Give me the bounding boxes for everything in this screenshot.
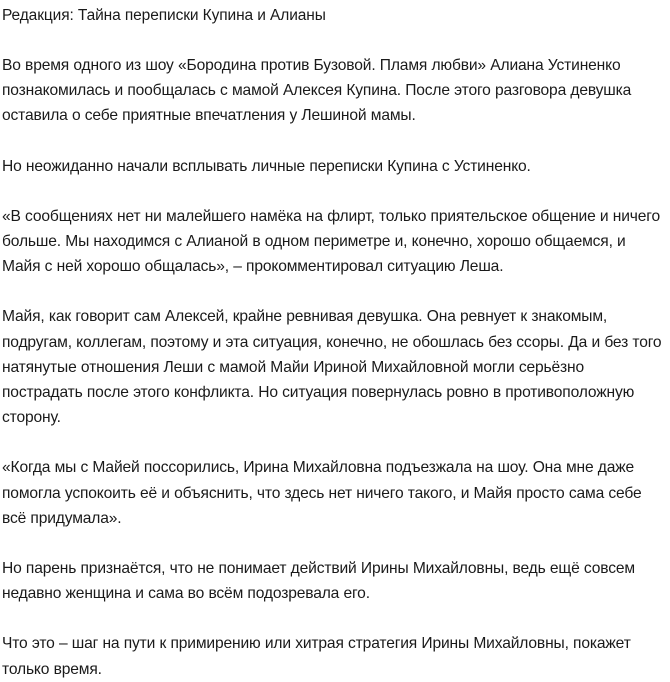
article-paragraph-7: Что это – шаг на пути к примирению или хитрая стратегия Ирины Михайловны, покажет только время. — [2, 635, 631, 678]
article-body — [2, 53, 662, 682]
paragraph-block — [2, 304, 662, 430]
article-paragraph-1: Во время одного из шоу «Бородина против Бузовой. Пламя любви» Алиана Устиненко познакомилась и пообщалась с мамой Алексея Купина. После этого разговора девушка оставила о себе приятные впечатления у Лешиной мамы. — [2, 57, 632, 125]
paragraph-block — [2, 154, 662, 179]
paragraph-block — [2, 631, 662, 681]
paragraph-block — [2, 455, 662, 531]
article-paragraph-3: «В сообщениях нет ни малейшего намёка на флирт, только приятельское общение и ничего больше. Мы находимся с Алианой в одном периметре и, конечно, хорошо общаемся, и Майя с ней хорошо общалась», – прокомментировал ситуацию Леша. — [2, 207, 660, 276]
article-paragraph-2: Но неожиданно начали всплывать личные переписки Купина с Устиненко. — [2, 157, 531, 175]
paragraph-block — [2, 556, 662, 606]
article-title: Редакция: Тайна переписки Купина и Алианы — [2, 7, 326, 24]
paragraph-block — [2, 204, 662, 280]
article-paragraph-5: «Когда мы с Майей поссорились, Ирина Михайловна подъезжала на шоу. Она мне даже помогла успокоить её и объяснить, что здесь нет ничего такого, и Майя просто сама себе всё придумала». — [2, 459, 642, 527]
paragraph-block — [2, 53, 662, 129]
article-paragraph-6: Но парень признаётся, что не понимает действий Ирины Михайловны, ведь ещё совсем недавно женщина и сама во всём подозревала его. — [2, 560, 635, 603]
article-paragraph-4: Майя, как говорит сам Алексей, крайне ревнивая девушка. Она ревнует к знакомым, подругам, коллегам, поэтому и эта ситуация, конечно, не обошлась без ссоры. Да и без того натянутые отношения Леши с мамой Майи Ириной Михайловной могли серьёзно пострадать после этого конфликта. Но ситуация повернулась ровно в противоположную сторону. — [2, 308, 662, 427]
